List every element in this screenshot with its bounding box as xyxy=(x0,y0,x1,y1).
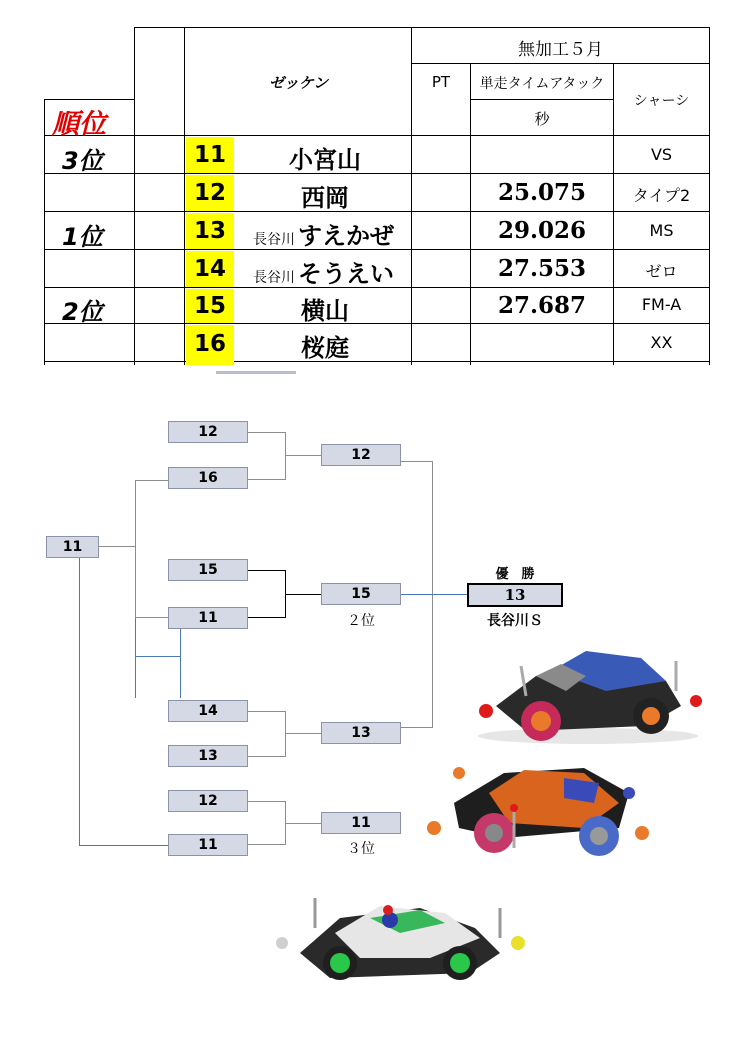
chassis-value: タイプ2 xyxy=(632,186,691,205)
time-value: 27.553 xyxy=(497,255,587,282)
third-place-label: ３位 xyxy=(347,841,375,857)
zekken-number: 11 xyxy=(186,137,234,173)
chassis-value: FM-A xyxy=(641,295,682,314)
winner-name: 長谷川Ｓ xyxy=(487,613,543,629)
rank-label: 2位 xyxy=(62,298,103,326)
bracket-r1-box: 11 xyxy=(168,607,248,629)
bracket-r1-box: 11 xyxy=(168,834,248,856)
second-place-label: ２位 xyxy=(347,613,375,629)
chassis-value: XX xyxy=(650,333,673,352)
zekken-number: 13 xyxy=(186,213,234,249)
zekken-number: 15 xyxy=(186,289,234,323)
racer-name: 小宮山 xyxy=(289,146,361,174)
bracket-r1-box: 15 xyxy=(168,559,248,581)
racer-name: 長谷川 そうえい xyxy=(253,260,394,288)
racer-name: 西岡 xyxy=(301,184,349,212)
time-unit-header: 秒 xyxy=(534,110,550,128)
bracket-r2-box: 11 xyxy=(321,812,401,834)
rank-label: 1位 xyxy=(62,223,103,251)
bracket-r2-box: 13 xyxy=(321,722,401,744)
winner-label: 優 勝 xyxy=(495,567,535,582)
event-title: 無加工５月 xyxy=(518,40,603,60)
chassis-header: シャーシ xyxy=(633,93,690,109)
zekken-number: 16 xyxy=(186,325,234,365)
time-value: 27.687 xyxy=(497,292,587,319)
bracket-r2-box: 15 xyxy=(321,583,401,605)
chassis-value: VS xyxy=(650,145,673,164)
divider xyxy=(216,371,296,374)
time-value: 25.075 xyxy=(497,179,587,206)
zekken-number: 14 xyxy=(186,251,234,287)
pt-header: PT xyxy=(431,73,451,91)
racer-name: 長谷川 すえかぜ xyxy=(253,222,394,250)
racer-name: 横山 xyxy=(301,297,349,325)
rank-label: 3位 xyxy=(62,147,103,175)
winner-box: 13 xyxy=(467,583,563,607)
bracket-r1-box: 13 xyxy=(168,745,248,767)
rank-header: 順位 xyxy=(52,109,106,140)
bracket-r1-box: 12 xyxy=(168,790,248,812)
zekken-number: 12 xyxy=(186,175,234,211)
zekken-header: ゼッケン xyxy=(269,74,328,92)
chassis-value: ゼロ xyxy=(645,262,678,281)
bracket-seed-box: 11 xyxy=(46,536,99,558)
bracket-r1-box: 14 xyxy=(168,700,248,722)
bracket-r2-box: 12 xyxy=(321,444,401,466)
time-attack-header: 単走タイムアタック xyxy=(479,76,605,92)
racer-name: 桜庭 xyxy=(301,334,349,362)
bracket-r1-box: 12 xyxy=(168,421,248,443)
car-photo-blue xyxy=(466,636,710,746)
time-value: 29.026 xyxy=(497,217,587,244)
car-photo-green xyxy=(270,888,532,998)
bracket-r1-box: 16 xyxy=(168,467,248,489)
car-photo-orange xyxy=(414,748,662,864)
chassis-value: MS xyxy=(649,221,674,240)
